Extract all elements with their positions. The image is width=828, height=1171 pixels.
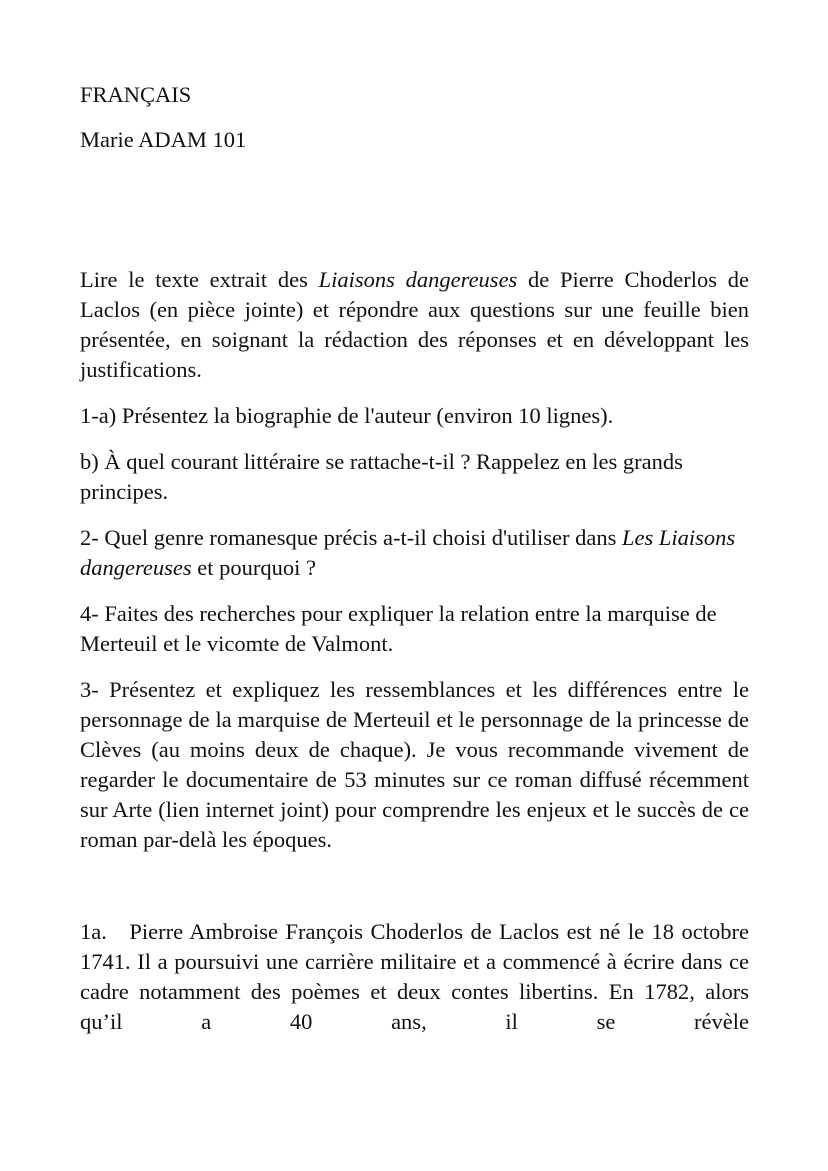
answer-label: 1a. xyxy=(80,919,107,944)
question-1b: b) À quel courant littéraire se rattache-t-il ? Rappelez en les grands principes. xyxy=(80,449,683,504)
question-1a: 1-a) Présentez la biographie de l'auteur (environ 10 lignes). xyxy=(80,403,614,428)
instructions-text: Lire le texte extrait des xyxy=(80,267,319,292)
question-3: 3- Présentez et expliquez les ressemblances et les différences entre le personnage de la marquise de Merteuil et le personnage de la princesse de Clèves (au moins deux de chaque). Je vous recommande vivement de regarder le documentaire de 53 minutes sur ce roman diffusé récemment sur Arte (lien internet joint) pour comprendre les enjeux et le succès de ce roman par-delà les époques. xyxy=(80,677,749,852)
document-page xyxy=(80,80,749,1053)
instructions-paragraph xyxy=(80,265,749,385)
question-4: 4- Faites des recherches pour expliquer la relation entre la marquise de Merteuil et le vicomte de Valmont. xyxy=(80,601,717,656)
answer-text: Pierre Ambroise François Choderlos de Laclos est né le 18 octobre 1741. Il a poursuivi une carrière militaire et a commencé à écrire dans ce cadre notamment des poèmes et deux contes libertins. En 1782, alors qu’il a 40 ans, il se révèle xyxy=(80,919,749,1034)
instructions-text: de Pierre Choderlos de Laclos (en pièce jointe) et répondre aux questions sur une feuille bien présentée, en soignant la rédaction des réponses et en développant les justifications. xyxy=(80,267,749,382)
answer-1a xyxy=(80,917,749,1037)
book-title: Liaisons dangereuses xyxy=(318,267,518,292)
question-text: 2- Quel genre romanesque précis a-t-il choisi d'utiliser dans xyxy=(80,525,623,550)
student-name: Marie ADAM 101 xyxy=(80,127,247,152)
question-text: et pourquoi ? xyxy=(191,555,316,580)
question-2 xyxy=(80,523,749,583)
book-title: Les Liaisons dangereuses xyxy=(80,525,736,580)
subject-heading: FRANÇAIS xyxy=(80,82,192,107)
